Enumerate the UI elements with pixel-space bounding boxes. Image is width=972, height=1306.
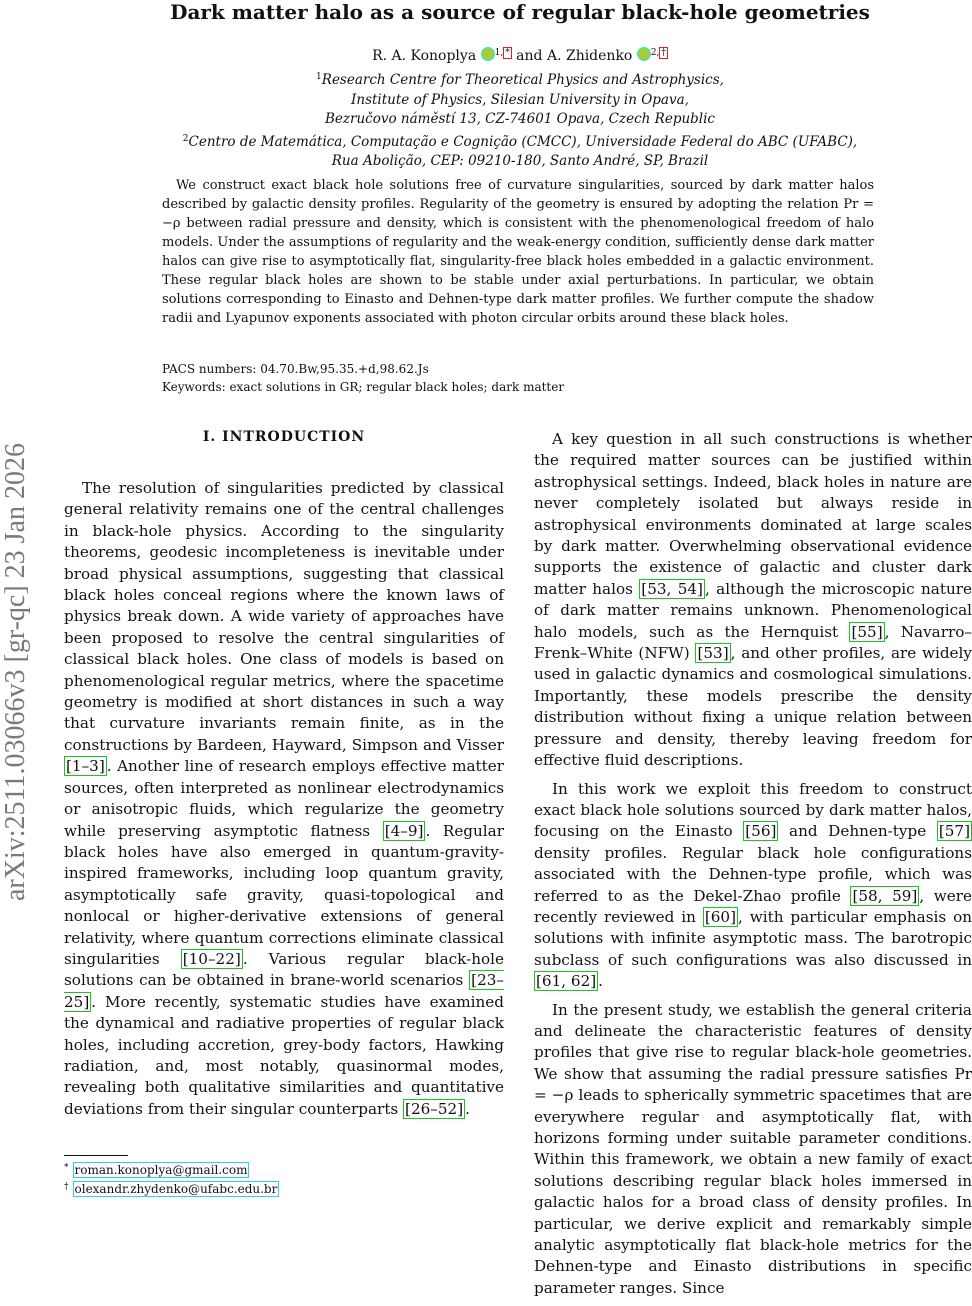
affiliation-1-line-3: Bezručovo náměstí 13, CZ-74601 Opava, Czech Republic (325, 111, 715, 127)
arxiv-identifier: arXiv:2511.03066v3 [gr-qc] 23 Jan 2026 (0, 443, 31, 901)
footnote-rule (64, 1155, 128, 1156)
author-line (120, 44, 920, 65)
author2-affil-marks: 2, (650, 48, 660, 58)
affiliation-1-line-1: $^1$Research Centre for Theoretical Physics and Astrophysics, (316, 72, 724, 88)
intro-paragraph-4: In the present study, we establish the general criteria and delineate the characteristic features of density profiles that give rise to regular black-hole geometries. We show that assuming the radial pressure satisfies Pr = −ρ leads to spherically symmetric spacetimes that are everywhere regular and asymptotically flat, with horizons forming under suitable parameter conditions. Within this framework, we obtain a new family of exact solutions describing regular black holes immersed in galactic halos for a broad class of density profiles. In particular, we derive explicit and remarkably simple analytic asymptotically flat black-hole metrics for the Dehnen-type and Einasto distributions in specific parameter ranges. Since (534, 1000, 972, 1297)
author1-affil-marks: 1, (494, 48, 504, 58)
citation-link[interactable]: [57] (938, 822, 970, 841)
citation-link[interactable]: [58, 59] (852, 886, 918, 905)
affiliation-2-line-2: Rua Abolição, CEP: 09210-180, Santo André, SP, Brazil (331, 153, 709, 169)
citation-link[interactable]: [4–9] (384, 821, 424, 840)
affiliation-1-line-2: Institute of Physics, Silesian University in Opava, (351, 91, 689, 108)
affiliation-2-number: 2 (182, 133, 189, 144)
author-konoplya: R. A. Konoplya (372, 48, 477, 64)
orcid-icon[interactable] (637, 47, 651, 61)
left-column (64, 478, 504, 1127)
section-heading-introduction: I. INTRODUCTION (202, 429, 366, 445)
intro-paragraph-3: In this work we exploit this freedom to construct exact black hole solutions sourced by dark matter halos, focusing on the Einasto [56] and Dehnen-type [57] density profiles. Regular black hole configurations associated with the Dehnen-type profile, which was referred to as the Dekel-Zhao profile [58, 59] , were recently reviewed in [60] , with particular emphasis on solutions with infinite asymptotic mass. The barotropic subclass of such configurations was also discussed in [61, 62] . (534, 779, 972, 991)
footnote-1-mark: * (64, 1163, 69, 1173)
keywords: Keywords: exact solutions in GR; regular black holes; dark matter (162, 380, 565, 394)
citation-link[interactable]: [1–3] (66, 757, 105, 776)
pacs-numbers: PACS numbers: 04.70.Bw,95.35.+d,98.62.Js (162, 362, 429, 376)
email-link-zhidenko[interactable]: olexandr.zhydenko@ufabc.edu.br (74, 1182, 278, 1196)
citation-link[interactable]: [55] (851, 622, 883, 641)
author-conjunction: and (516, 48, 543, 64)
author-zhidenko: A. Zhidenko (546, 48, 633, 64)
citation-link[interactable]: [26–52] (405, 1099, 464, 1118)
footnote-2-mark: † (64, 1182, 69, 1192)
citation-link[interactable]: [61, 62] (536, 972, 597, 991)
right-column (534, 429, 972, 1306)
abstract: We construct exact black hole solutions free of curvature singularities, sourced by dark matter halos described by galactic density profiles. Regularity of the geometry is ensured by adopting the relation Pr = −ρ between radial pressure and density, which is consistent with the phenomenological freedom of halo models. Under the assumptions of regularity and the weak-energy condition, sufficiently dense dark matter halos can give rise to asymptotically flat, singularity-free black holes embedded in a galactic environment. These regular black holes are shown to be stable under axial perturbations. In particular, we obtain solutions corresponding to Einasto and Dehnen-type dark matter profiles. We further compute the shadow radii and Lyapunov exponents associated with photon circular orbits around these black holes. (162, 178, 874, 326)
citation-link[interactable]: [23–25] (64, 971, 504, 1011)
citation-link[interactable]: [56] (745, 822, 777, 841)
email-link-konoplya[interactable]: roman.konoplya@gmail.com (74, 1163, 248, 1177)
intro-paragraph-2: A key question in all such constructions is whether the required matter sources can be justified within astrophysical settings. Indeed, black holes in nature are never completely isolated but always reside in astrophysical environments dominated at large scales by dark matter. Overwhelming observational evidence supports the existence of galactic and cluster dark matter halos [53, 54] , although the microscopic nature of dark matter remains unknown. Phenomenological halo models, such as the Hernquist [55] , Navarro–Frenk–White (NFW) [53] , and other profiles, are widely used in galactic dynamics and cosmological simulations. Importantly, these models prescribe the density distribution without fixing a unique relation between pressure and density, thereby leaving freedom for effective fluid descriptions. (534, 430, 972, 770)
affiliations (140, 68, 900, 172)
citation-link[interactable]: [10–22] (182, 949, 241, 968)
footnote-2 (64, 1179, 279, 1197)
author2-footnote-link[interactable]: † (661, 48, 666, 58)
intro-paragraph-1: The resolution of singularities predicted by classical general relativity remains one of the central challenges in black-hole physics. According to the singularity theorems, geodesic incompleteness is inevitable under broad physical assumptions, suggesting that classical black holes conceal regions where the known laws of physics break down. A wide variety of approaches have been proposed to resolve the central singularities of classical black holes. One class of models is based on phenomenological regular metrics, where the spacetime geometry is modified at short distances in such a way that curvature invariants remain finite, as in the constructions by Bardeen, Hayward, Simpson and Visser [1–3] . Another line of research employs effective matter sources, often interpreted as nonlinear electrodynamics or anisotropic fluids, which regularize the geometry while preserving asymptotic flatness [4–9] . Regular black holes have also emerged in quantum-gravity-inspired frameworks, including loop quantum gravity, asymptotically safe gravity, quasi-topological and nonlocal or higher-derivative extensions of general relativity, where quantum corrections eliminate classical singularities [10–22] . Various regular black-hole solutions can be obtained in brane-world scenarios [23–25] . More recently, systematic studies have examined the dynamical and radiative properties of regular black holes, including accretion, grey-body factors, Hawking radiation, and, most notably, quasinormal modes, revealing both qualitative similarities and quantitative deviations from their singular counterparts [26–52] . (64, 479, 504, 1118)
pacs-block (162, 360, 874, 396)
citation-link[interactable]: [60] (704, 907, 737, 926)
affiliation-2-line-1: $^2$Centro de Matemática, Computação e Cognição (CMCC), Universidade Federal do ABC (UFABC), (182, 133, 858, 150)
affiliation-1-number: 1 (316, 72, 322, 82)
footnote-1 (64, 1160, 249, 1178)
orcid-icon[interactable] (481, 47, 495, 61)
citation-link[interactable]: [53] (697, 644, 729, 663)
paper-title: Dark matter halo as a source of regular black-hole geometries (170, 0, 870, 24)
author1-footnote-link[interactable]: * (505, 48, 510, 58)
citation-link[interactable]: [53, 54] (641, 579, 703, 598)
